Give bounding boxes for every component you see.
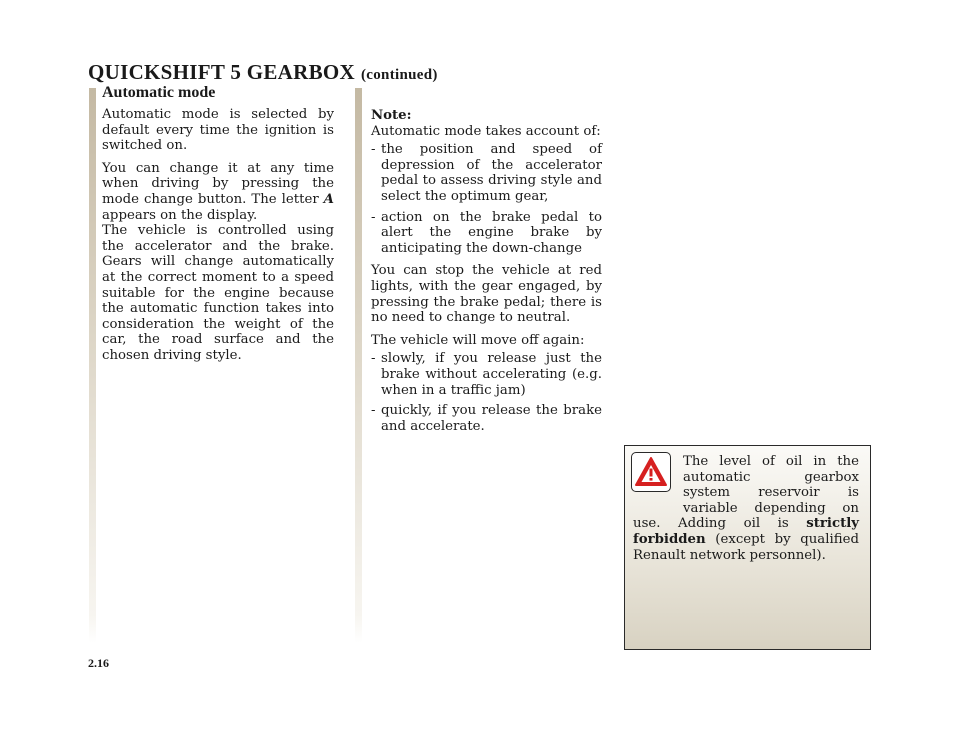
mode-change-paragraph: [102, 161, 334, 223]
automatic-mode-heading: Automatic mode: [102, 84, 216, 101]
warning-text-start: The level of oil in the automatic gearbox system reservoir is variable depending on use. Adding oil is: [633, 454, 859, 532]
title-continued: (continued): [361, 67, 438, 83]
list-item: [371, 210, 602, 257]
vehicle-control-paragraph: The vehicle is controlled using the accelerator and the brake. Gears will change automatically at the correct moment to a speed suitable for the engine because the automatic function takes into consideration the weight of the car, the road surface and the chosen driving style.: [102, 223, 334, 363]
list-item-text: slowly, if you release just the brake without accelerating (e.g. when in a traffic jam): [381, 351, 602, 398]
page-number: 2.16: [88, 656, 109, 670]
list-item: [371, 142, 602, 204]
warning-emphasis: strictly forbidden: [633, 516, 859, 547]
list-dash: -: [371, 351, 376, 367]
page-title: [88, 60, 438, 85]
list-item-text: the position and speed of depression of the accelerator pedal to assess driving style and select the optimum gear,: [381, 142, 602, 204]
list-dash: -: [371, 142, 376, 158]
automatic-mode-default-paragraph: Automatic mode is selected by default every time the ignition is switched on.: [102, 107, 334, 154]
list-dash: -: [371, 403, 376, 419]
warning-text-end: (except by qualified Renault network personnel).: [633, 531, 859, 563]
list-dash: -: [371, 209, 376, 225]
stop-at-lights-paragraph: You can stop the vehicle at red lights, with the gear engaged, by pressing the brake pedal; there is no need to change to neutral.: [371, 263, 602, 326]
list-item-text: quickly, if you release the brake and accelerate.: [381, 403, 602, 434]
note-intro: Automatic mode takes account of:: [371, 123, 601, 139]
warning-text: [633, 454, 859, 563]
left-column: [102, 84, 334, 371]
warning-box: [624, 445, 871, 650]
mode-change-text-end: appears on the display.: [102, 207, 258, 223]
move-off-list: [371, 351, 602, 434]
left-margin-bar: [89, 88, 96, 643]
list-item: [371, 351, 602, 398]
takes-account-list: [371, 142, 602, 256]
list-item-text: action on the brake pedal to alert the engine brake by anticipating the down-change: [381, 209, 602, 256]
display-letter: A: [323, 191, 334, 207]
list-item: [371, 403, 602, 434]
mode-change-text: You can change it at any time when driving by pressing the mode change button. The letter: [102, 160, 334, 207]
move-off-paragraph: The vehicle will move off again:: [371, 332, 585, 348]
title-main: QUICKSHIFT 5 GEARBOX: [88, 60, 355, 84]
right-column: [371, 108, 602, 441]
note-label: Note:: [371, 108, 412, 123]
middle-divider-bar: [355, 88, 362, 643]
